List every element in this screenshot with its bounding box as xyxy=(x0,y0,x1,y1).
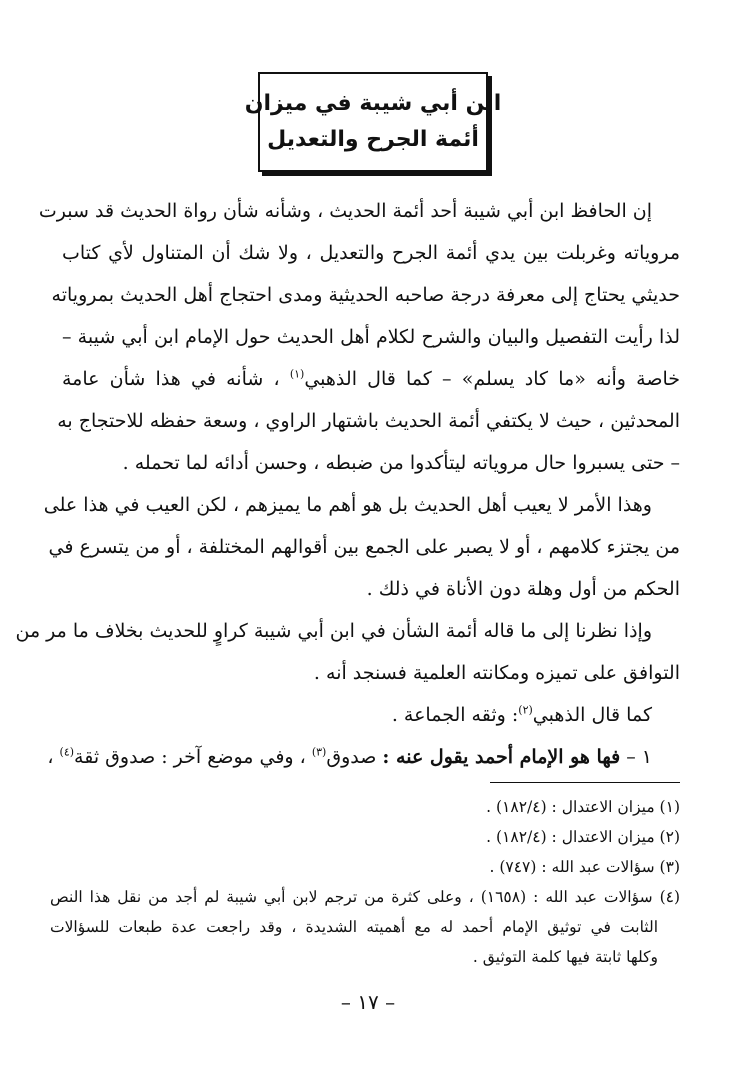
footnotes xyxy=(50,792,680,972)
body-text-span: خاصة وأنه «ما كاد يسلم» – كما قال الذهبي xyxy=(304,368,680,390)
body-text-span: : وثقه الجماعة . xyxy=(391,704,519,726)
footnote-4-continued: وكلها ثابتة فيها كلمة التوثيق . xyxy=(472,948,658,966)
body-line: من يجتزء كلامهم ، أو لا يصبر على الجمع بين أقوالهم المختلفة ، أو من يتسرع في xyxy=(48,536,680,558)
body-text-span: ، وفي موضع آخر : صدوق ثقة xyxy=(74,746,312,768)
chapter-title-line-1: ابن أبي شيبة في ميزان xyxy=(244,91,502,116)
body-text-span: ، شأنه في هذا شأن عامة xyxy=(62,368,290,390)
list-number: ١ – xyxy=(620,746,652,768)
footnote-3: (٣) سؤالات عبد الله : (٧٤٧) . xyxy=(489,858,680,876)
body-line: حديثي يحتاج إلى معرفة درجة صاحبه الحديثية ومدى احتجاج أهل الحديث بمروياته xyxy=(51,284,680,306)
body-line: إن الحافظ ابن أبي شيبة أحد أئمة الحديث ، وشأنه شأن رواة الحديث قد سبرت xyxy=(38,200,652,222)
footnote-ref-1: (١) xyxy=(289,367,305,381)
body-line xyxy=(62,358,680,400)
footnote-ref-2: (٢) xyxy=(518,703,533,717)
body-line: لذا رأيت التفصيل والبيان والشرح لكلام أهل الحديث حول الإمام ابن أبي شيبة – xyxy=(62,326,680,348)
body-line xyxy=(47,736,680,778)
bold-text: فها هو الإمام أحمد يقول عنه : xyxy=(382,746,621,768)
body-line: التوافق على تميزه ومكانته العلمية فسنجد أنه . xyxy=(313,662,680,684)
chapter-title-line-2: أئمة الجرح والتعديل xyxy=(267,127,479,152)
footnote-4-continued: الثابت في توثيق الإمام أحمد له مع أهميته الشديدة ، وقد راجعت عدة طبعات للسؤالات xyxy=(50,918,658,936)
footnote-2: (٢) ميزان الاعتدال : (١٨٢/٤) . xyxy=(486,828,680,846)
footnote-divider xyxy=(490,782,680,783)
page-number: – ١٧ – xyxy=(340,990,396,1014)
body-text-span: ، xyxy=(47,746,60,768)
body-line: مروياته وغربلت بين يدي أئمة الجرح والتعديل ، ولا شك أن المتناول لأي كتاب xyxy=(62,242,681,264)
body-text-span: صدوق xyxy=(326,746,383,768)
body-line: وهذا الأمر لا يعيب أهل الحديث بل هو أهم ما يميزهم ، لكن العيب في هذا على xyxy=(43,494,652,516)
body-line: المحدثين ، حيث لا يكتفي أئمة الحديث باشتهار الراوي ، وسعة حفظه للاحتجاج به xyxy=(57,410,680,432)
body-text-span: كما قال الذهبي xyxy=(532,704,652,726)
body-line xyxy=(62,694,680,736)
footnote-1: (١) ميزان الاعتدال : (١٨٢/٤) . xyxy=(486,798,680,816)
footnote-ref-4: (٤) xyxy=(59,745,75,759)
footnote-ref-3: (٣) xyxy=(311,745,327,759)
body-text xyxy=(15,190,681,778)
body-line: – حتى يسبروا حال مروياته ليتأكدوا من ضبطه ، وحسن أدائه لما تحمله . xyxy=(122,452,680,474)
body-line: وإذا نظرنا إلى ما قاله أئمة الشأن في ابن أبي شيبة كراوٍ للحديث بخلاف ما مر من xyxy=(15,620,652,642)
body-line: الحكم من أول وهلة دون الأناة في ذلك . xyxy=(366,578,680,600)
footnote-4: (٤) سؤالات عبد الله : (١٦٥٨) ، وعلى كثرة من ترجم لابن أبي شيبة لم أجد من نقل هذا النص xyxy=(50,888,681,906)
chapter-title-box xyxy=(244,72,502,172)
